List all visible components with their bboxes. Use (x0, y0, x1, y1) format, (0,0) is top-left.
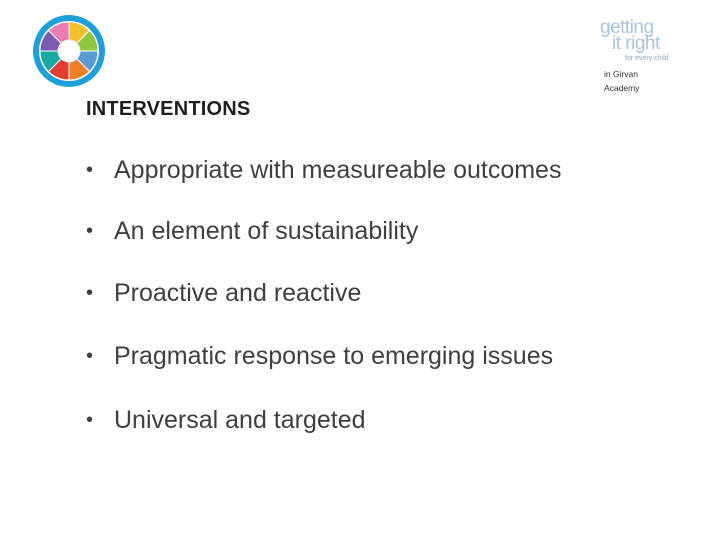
bullet-dot-icon: • (86, 282, 94, 304)
bullet-dot-icon: • (86, 345, 94, 367)
girfec-logo-line1: getting (600, 17, 654, 38)
bullet-item (86, 273, 361, 313)
bullet-text: Appropriate with measureable outcomes (114, 156, 562, 184)
girfec-logo-tagline: for every child (625, 55, 669, 62)
bullet-text: Proactive and reactive (114, 279, 362, 307)
bullet-item (86, 211, 418, 251)
bullet-dot-icon: • (86, 220, 94, 242)
bullet-item (86, 400, 366, 440)
bullet-text: An element of sustainability (114, 217, 419, 245)
bullet-dot-icon: • (86, 409, 94, 431)
slide-title: INTERVENTIONS (86, 98, 251, 120)
bullet-text: Universal and targeted (114, 406, 366, 434)
school-name-line2: Academy (604, 83, 640, 93)
bullet-dot-icon: • (86, 159, 94, 181)
wheel-hub (58, 40, 80, 62)
school-name (604, 67, 684, 95)
bullet-item (86, 336, 553, 376)
wellbeing-wheel-icon (32, 14, 106, 88)
girfec-logo-line2: it right (612, 33, 660, 54)
school-name-line1: in Girvan (604, 69, 639, 79)
girfec-logo (596, 16, 686, 66)
bullet-item (86, 150, 561, 190)
bullet-text: Pragmatic response to emerging issues (114, 342, 554, 370)
